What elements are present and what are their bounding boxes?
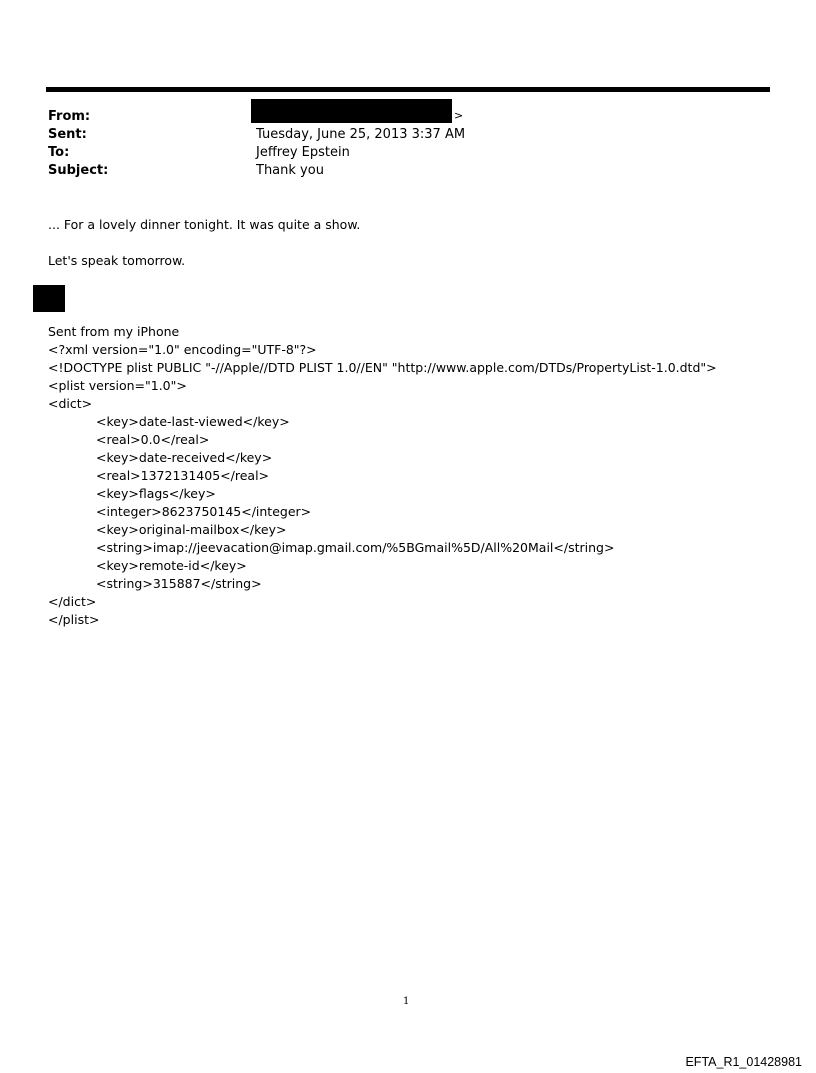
to-value: Jeffrey Epstein [256, 145, 350, 160]
xml-line: <real>1372131405</real> [96, 468, 270, 483]
xml-line: <key>remote-id</key> [96, 558, 247, 573]
page-number: 1 [403, 996, 410, 1007]
xml-line: <key>date-received</key> [96, 450, 273, 465]
xml-line: <key>date-last-viewed</key> [96, 414, 290, 429]
xml-line: </dict> [48, 594, 97, 609]
xml-line: <key>flags</key> [96, 486, 216, 501]
to-label: To: [48, 145, 70, 160]
xml-line: <real>0.0</real> [96, 432, 210, 447]
subject-value: Thank you [256, 163, 324, 178]
xml-line: <dict> [48, 396, 93, 411]
xml-line: <!DOCTYPE plist PUBLIC "-//Apple//DTD PLIST 1.0//EN" "http://www.apple.com/DTDs/PropertyList-1.0.dtd"> [48, 360, 717, 375]
from-label: From: [48, 109, 91, 124]
signature: Sent from my iPhone [48, 324, 180, 339]
sent-label: Sent: [48, 127, 87, 142]
subject-label: Subject: [48, 163, 109, 178]
sent-value: Tuesday, June 25, 2013 3:37 AM [256, 127, 466, 142]
message-line-2: Let's speak tomorrow. [48, 253, 186, 268]
xml-line: <plist version="1.0"> [48, 378, 187, 393]
xml-line: </plist> [48, 612, 100, 627]
bates-number: EFTA_R1_01428981 [685, 1055, 802, 1069]
from-suffix: > [454, 109, 464, 122]
header-divider [46, 87, 770, 92]
xml-line: <string>315887</string> [96, 576, 262, 591]
xml-line: <integer>8623750145</integer> [96, 504, 312, 519]
xml-line: <string>imap://jeevacation@imap.gmail.com/%5BGmail%5D/All%20Mail</string> [96, 540, 615, 555]
redaction-box-sender [251, 99, 452, 123]
redaction-box [33, 285, 65, 312]
xml-line: <?xml version="1.0" encoding="UTF-8"?> [48, 342, 317, 357]
message-line-1: ... For a lovely dinner tonight. It was quite a show. [48, 217, 361, 232]
xml-line: <key>original-mailbox</key> [96, 522, 287, 537]
